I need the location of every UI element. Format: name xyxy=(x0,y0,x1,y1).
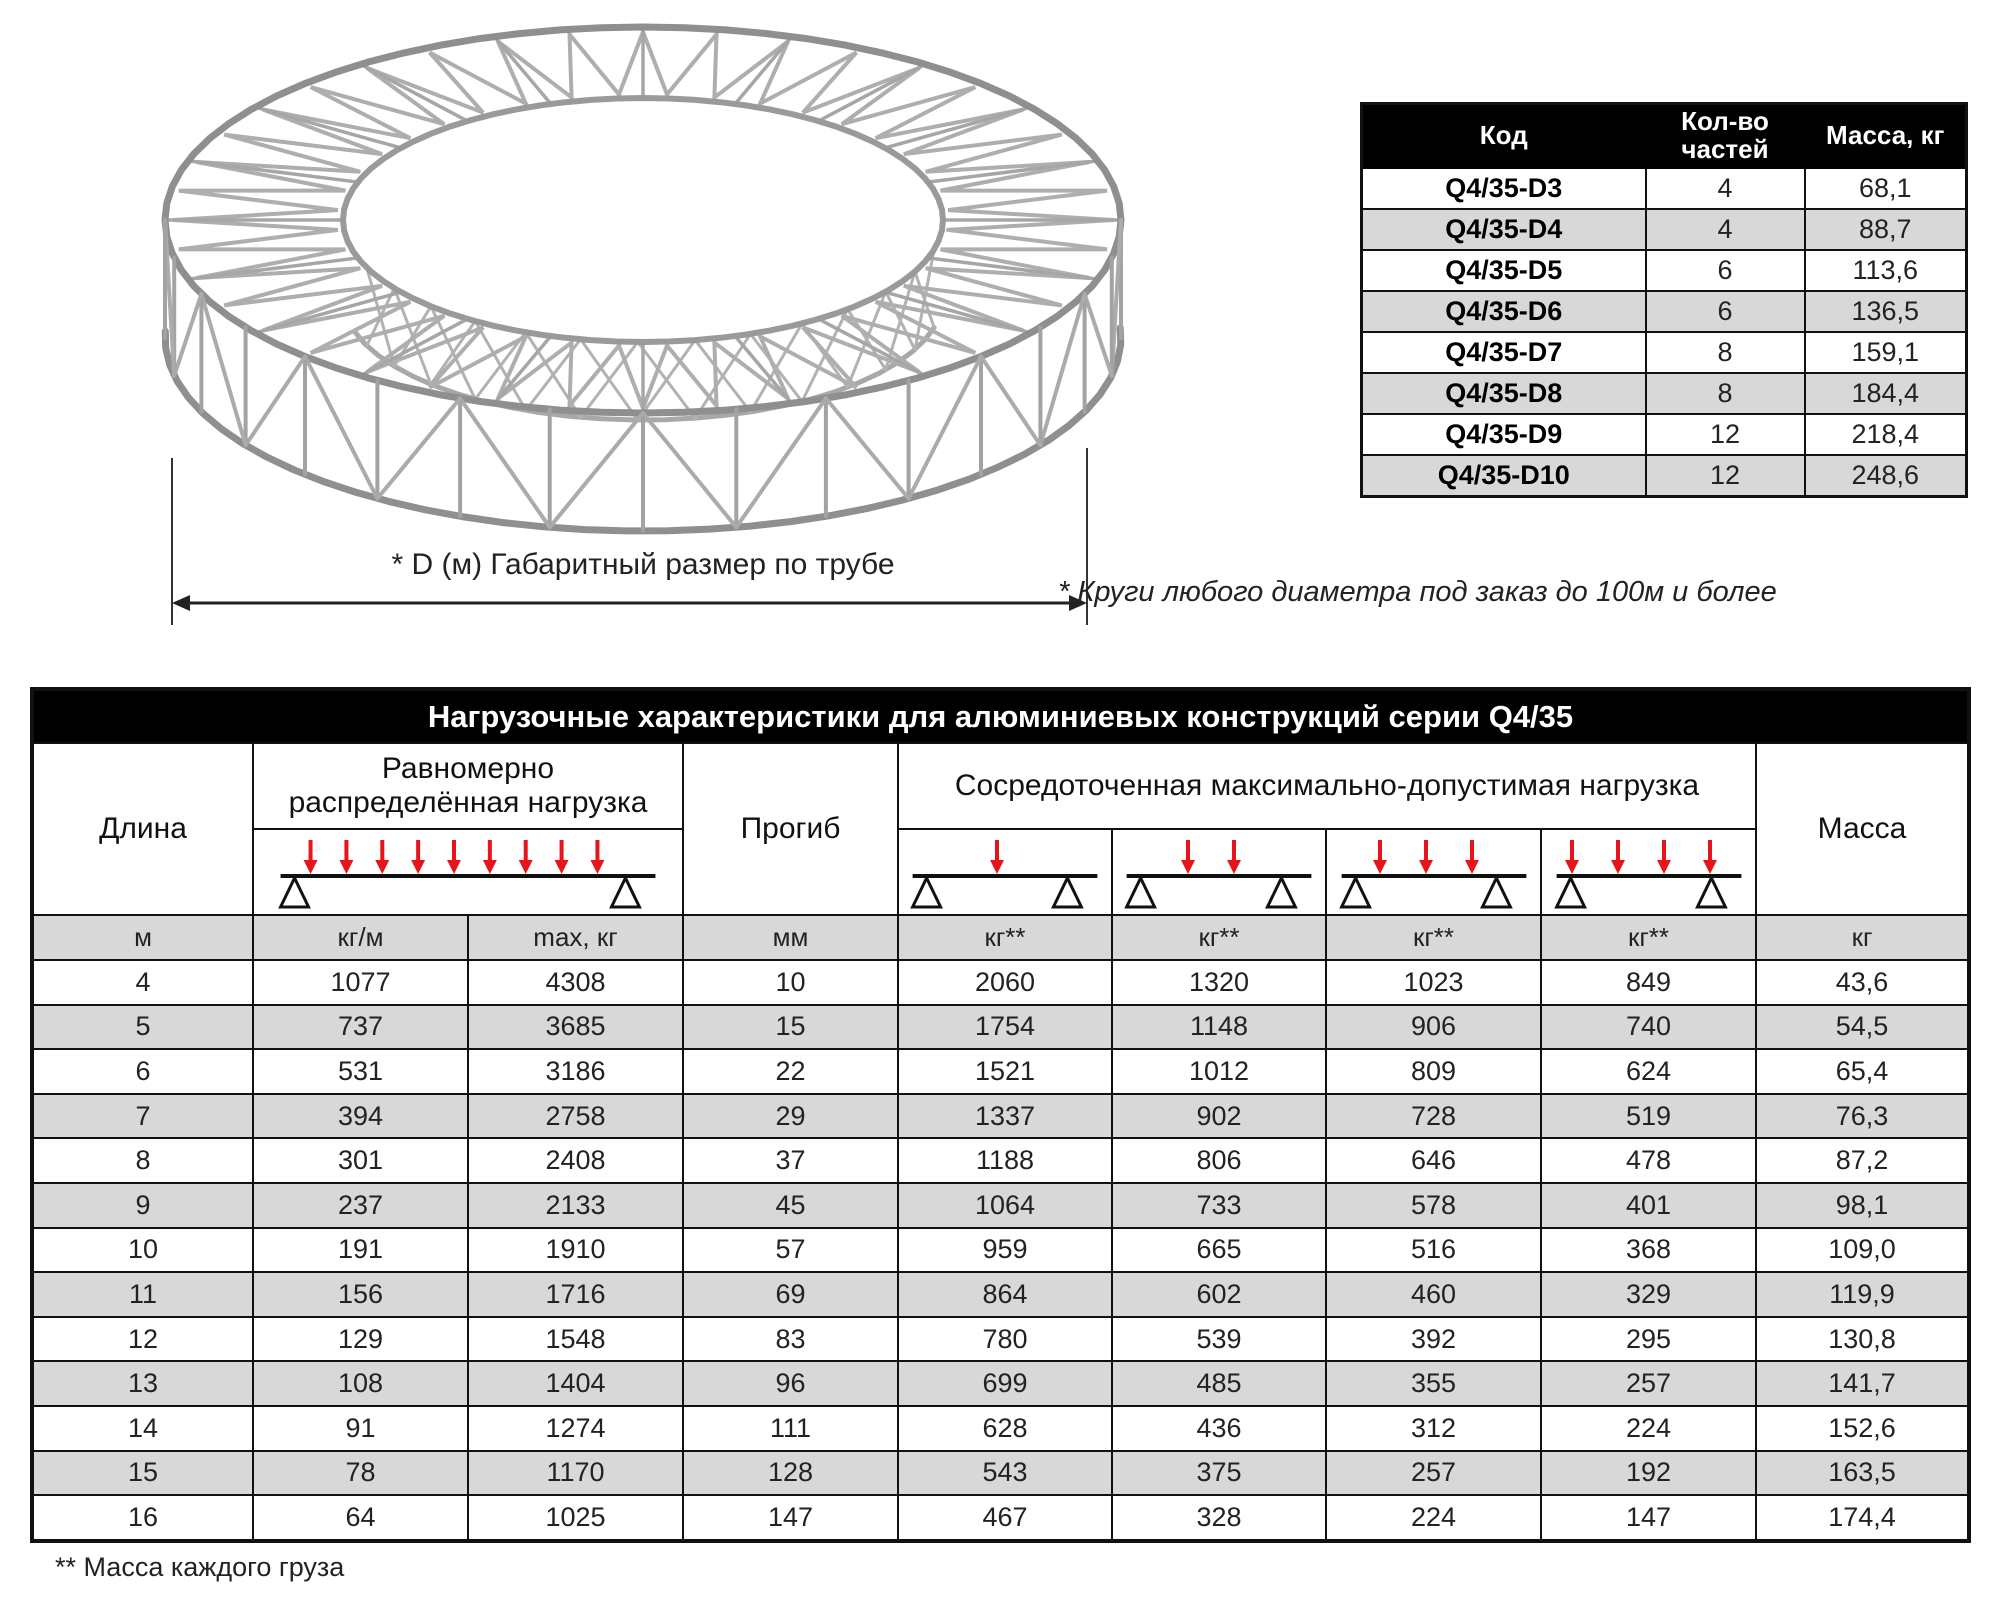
data-cell: 460 xyxy=(1326,1272,1541,1317)
data-cell: 10 xyxy=(33,1228,253,1273)
data-cell: 806 xyxy=(1112,1138,1326,1183)
data-cell: 76,3 xyxy=(1756,1094,1968,1139)
data-cell: 737 xyxy=(253,1005,468,1050)
data-cell: 4308 xyxy=(468,960,683,1005)
data-cell: 485 xyxy=(1112,1361,1326,1406)
data-cell: 2133 xyxy=(468,1183,683,1228)
data-cell: 257 xyxy=(1326,1451,1541,1496)
data-cell: 699 xyxy=(898,1361,1112,1406)
data-cell: 728 xyxy=(1326,1094,1541,1139)
data-cell: 12 xyxy=(33,1317,253,1362)
parts-header-mass: Масса, кг xyxy=(1805,104,1967,169)
data-cell: 375 xyxy=(1112,1451,1326,1496)
data-cell: 646 xyxy=(1326,1138,1541,1183)
data-cell: 368 xyxy=(1541,1228,1756,1273)
part-qty: 8 xyxy=(1646,373,1805,414)
data-cell: 602 xyxy=(1112,1272,1326,1317)
data-cell: 87,2 xyxy=(1756,1138,1968,1183)
data-cell: 78 xyxy=(253,1451,468,1496)
table-row xyxy=(1362,168,1967,209)
load-header-deflection: Прогиб xyxy=(683,743,898,915)
data-cell: 43,6 xyxy=(1756,960,1968,1005)
data-cell: 2758 xyxy=(468,1094,683,1139)
parts-header-code: Код xyxy=(1362,104,1646,169)
data-cell: 1064 xyxy=(898,1183,1112,1228)
data-cell: 1148 xyxy=(1112,1005,1326,1050)
data-cell: 394 xyxy=(253,1094,468,1139)
data-cell: 65,4 xyxy=(1756,1049,1968,1094)
part-mass: 136,5 xyxy=(1805,291,1967,332)
parts-table xyxy=(1360,102,1968,498)
data-cell: 906 xyxy=(1326,1005,1541,1050)
data-cell: 849 xyxy=(1541,960,1756,1005)
data-cell: 83 xyxy=(683,1317,898,1362)
unit-cell: кг** xyxy=(898,915,1112,960)
data-cell: 1548 xyxy=(468,1317,683,1362)
data-cell: 191 xyxy=(253,1228,468,1273)
table-row xyxy=(1362,414,1967,455)
unit-cell: кг** xyxy=(1326,915,1541,960)
part-qty: 6 xyxy=(1646,250,1805,291)
data-cell: 436 xyxy=(1112,1406,1326,1451)
data-cell: 467 xyxy=(898,1495,1112,1540)
data-cell: 1023 xyxy=(1326,960,1541,1005)
data-cell: 96 xyxy=(683,1361,898,1406)
part-code: Q4/35-D5 xyxy=(1362,250,1646,291)
data-cell: 329 xyxy=(1541,1272,1756,1317)
data-cell: 14 xyxy=(33,1406,253,1451)
data-cell: 45 xyxy=(683,1183,898,1228)
data-cell: 108 xyxy=(253,1361,468,1406)
data-cell: 5 xyxy=(33,1005,253,1050)
diameter-dimension-label: * D (м) Габаритный размер по трубе xyxy=(391,548,895,581)
part-mass: 159,1 xyxy=(1805,332,1967,373)
data-cell: 624 xyxy=(1541,1049,1756,1094)
data-cell: 15 xyxy=(33,1451,253,1496)
data-cell: 1404 xyxy=(468,1361,683,1406)
data-cell: 130,8 xyxy=(1756,1317,1968,1362)
unit-cell: кг** xyxy=(1112,915,1326,960)
load-table-title: Нагрузочные характеристики для алюминиевых конструкций серии Q4/35 xyxy=(33,690,1968,743)
load-header-mass: Масса xyxy=(1756,743,1968,915)
data-cell: 301 xyxy=(253,1138,468,1183)
diameter-dimension-line xyxy=(148,440,1138,635)
part-qty: 8 xyxy=(1646,332,1805,373)
data-cell: 1337 xyxy=(898,1094,1112,1139)
data-cell: 64 xyxy=(253,1495,468,1540)
data-cell: 10 xyxy=(683,960,898,1005)
data-cell: 37 xyxy=(683,1138,898,1183)
part-qty: 4 xyxy=(1646,168,1805,209)
part-mass: 218,4 xyxy=(1805,414,1967,455)
data-cell: 147 xyxy=(1541,1495,1756,1540)
load-header-length: Длина xyxy=(33,743,253,915)
part-mass: 184,4 xyxy=(1805,373,1967,414)
data-cell: 1077 xyxy=(253,960,468,1005)
data-cell: 147 xyxy=(683,1495,898,1540)
data-cell: 401 xyxy=(1541,1183,1756,1228)
data-cell: 328 xyxy=(1112,1495,1326,1540)
mass-footnote: ** Масса каждого груза xyxy=(55,1552,345,1582)
data-cell: 1521 xyxy=(898,1049,1112,1094)
data-cell: 519 xyxy=(1541,1094,1756,1139)
data-cell: 119,9 xyxy=(1756,1272,1968,1317)
data-cell: 69 xyxy=(683,1272,898,1317)
data-cell: 3685 xyxy=(468,1005,683,1050)
data-cell: 902 xyxy=(1112,1094,1326,1139)
parts-table-body xyxy=(1362,168,1967,497)
data-cell: 665 xyxy=(1112,1228,1326,1273)
unit-cell: кг xyxy=(1756,915,1968,960)
data-cell: 91 xyxy=(253,1406,468,1451)
data-cell: 1274 xyxy=(468,1406,683,1451)
data-cell: 578 xyxy=(1326,1183,1541,1228)
data-cell: 1170 xyxy=(468,1451,683,1496)
part-code: Q4/35-D4 xyxy=(1362,209,1646,250)
data-cell: 478 xyxy=(1541,1138,1756,1183)
load-header-point: Сосредоточенная максимально-допустимая нагрузка xyxy=(898,743,1756,829)
data-cell: 9 xyxy=(33,1183,253,1228)
point-load-diagram-3 xyxy=(1326,829,1541,915)
point-load-diagram-2 xyxy=(1112,829,1326,915)
table-row xyxy=(1362,291,1967,332)
data-cell: 539 xyxy=(1112,1317,1326,1362)
part-mass: 88,7 xyxy=(1805,209,1967,250)
part-qty: 4 xyxy=(1646,209,1805,250)
data-cell: 1025 xyxy=(468,1495,683,1540)
part-qty: 12 xyxy=(1646,414,1805,455)
load-table xyxy=(30,687,1971,1543)
data-cell: 57 xyxy=(683,1228,898,1273)
table-row xyxy=(1362,332,1967,373)
data-cell: 628 xyxy=(898,1406,1112,1451)
unit-cell: кг** xyxy=(1541,915,1756,960)
data-cell: 224 xyxy=(1541,1406,1756,1451)
unit-cell: max, кг xyxy=(468,915,683,960)
part-code: Q4/35-D10 xyxy=(1362,455,1646,497)
data-cell: 2408 xyxy=(468,1138,683,1183)
data-cell: 1910 xyxy=(468,1228,683,1273)
data-cell: 1012 xyxy=(1112,1049,1326,1094)
data-cell: 516 xyxy=(1326,1228,1541,1273)
part-code: Q4/35-D6 xyxy=(1362,291,1646,332)
data-cell: 237 xyxy=(253,1183,468,1228)
data-cell: 16 xyxy=(33,1495,253,1540)
data-cell: 11 xyxy=(33,1272,253,1317)
table-row xyxy=(1362,455,1967,497)
load-header-udl: Равномерно распределённая нагрузка xyxy=(253,743,683,829)
data-cell: 780 xyxy=(898,1317,1112,1362)
udl-beam-diagram xyxy=(253,829,683,915)
data-cell: 4 xyxy=(33,960,253,1005)
unit-cell: кг/м xyxy=(253,915,468,960)
data-cell: 959 xyxy=(898,1228,1112,1273)
data-cell: 224 xyxy=(1326,1495,1541,1540)
data-cell: 129 xyxy=(253,1317,468,1362)
data-cell: 15 xyxy=(683,1005,898,1050)
data-cell: 740 xyxy=(1541,1005,1756,1050)
part-mass: 68,1 xyxy=(1805,168,1967,209)
part-qty: 6 xyxy=(1646,291,1805,332)
part-code: Q4/35-D8 xyxy=(1362,373,1646,414)
data-cell: 1320 xyxy=(1112,960,1326,1005)
data-cell: 29 xyxy=(683,1094,898,1139)
unit-cell: м xyxy=(33,915,253,960)
data-cell: 1754 xyxy=(898,1005,1112,1050)
data-cell: 54,5 xyxy=(1756,1005,1968,1050)
data-cell: 156 xyxy=(253,1272,468,1317)
data-cell: 3186 xyxy=(468,1049,683,1094)
data-cell: 257 xyxy=(1541,1361,1756,1406)
data-cell: 295 xyxy=(1541,1317,1756,1362)
part-code: Q4/35-D9 xyxy=(1362,414,1646,455)
data-cell: 2060 xyxy=(898,960,1112,1005)
table-row xyxy=(1362,250,1967,291)
data-cell: 13 xyxy=(33,1361,253,1406)
part-code: Q4/35-D7 xyxy=(1362,332,1646,373)
data-cell: 22 xyxy=(683,1049,898,1094)
data-cell: 7 xyxy=(33,1094,253,1139)
data-cell: 8 xyxy=(33,1138,253,1183)
data-cell: 543 xyxy=(898,1451,1112,1496)
data-cell: 733 xyxy=(1112,1183,1326,1228)
unit-cell: мм xyxy=(683,915,898,960)
data-cell: 141,7 xyxy=(1756,1361,1968,1406)
data-cell: 128 xyxy=(683,1451,898,1496)
point-load-diagram-1 xyxy=(898,829,1112,915)
data-cell: 109,0 xyxy=(1756,1228,1968,1273)
table-row xyxy=(1362,209,1967,250)
data-cell: 163,5 xyxy=(1756,1451,1968,1496)
data-cell: 152,6 xyxy=(1756,1406,1968,1451)
point-load-diagram-4 xyxy=(1541,829,1756,915)
data-cell: 531 xyxy=(253,1049,468,1094)
part-code: Q4/35-D3 xyxy=(1362,168,1646,209)
part-mass: 113,6 xyxy=(1805,250,1967,291)
data-cell: 809 xyxy=(1326,1049,1541,1094)
data-cell: 1716 xyxy=(468,1272,683,1317)
data-cell: 355 xyxy=(1326,1361,1541,1406)
parts-table-header-row xyxy=(1362,104,1967,169)
data-cell: 6 xyxy=(33,1049,253,1094)
part-mass: 248,6 xyxy=(1805,455,1967,497)
data-cell: 98,1 xyxy=(1756,1183,1968,1228)
part-qty: 12 xyxy=(1646,455,1805,497)
data-cell: 174,4 xyxy=(1756,1495,1968,1540)
data-cell: 192 xyxy=(1541,1451,1756,1496)
data-cell: 111 xyxy=(683,1406,898,1451)
custom-diameter-note: * Круги любого диаметра под заказ до 100м и более xyxy=(1058,576,1777,608)
data-cell: 1188 xyxy=(898,1138,1112,1183)
data-cell: 312 xyxy=(1326,1406,1541,1451)
truss-figure xyxy=(148,20,1138,635)
table-row xyxy=(1362,373,1967,414)
parts-header-qty: Кол-во частей xyxy=(1646,104,1805,169)
data-cell: 864 xyxy=(898,1272,1112,1317)
data-cell: 392 xyxy=(1326,1317,1541,1362)
